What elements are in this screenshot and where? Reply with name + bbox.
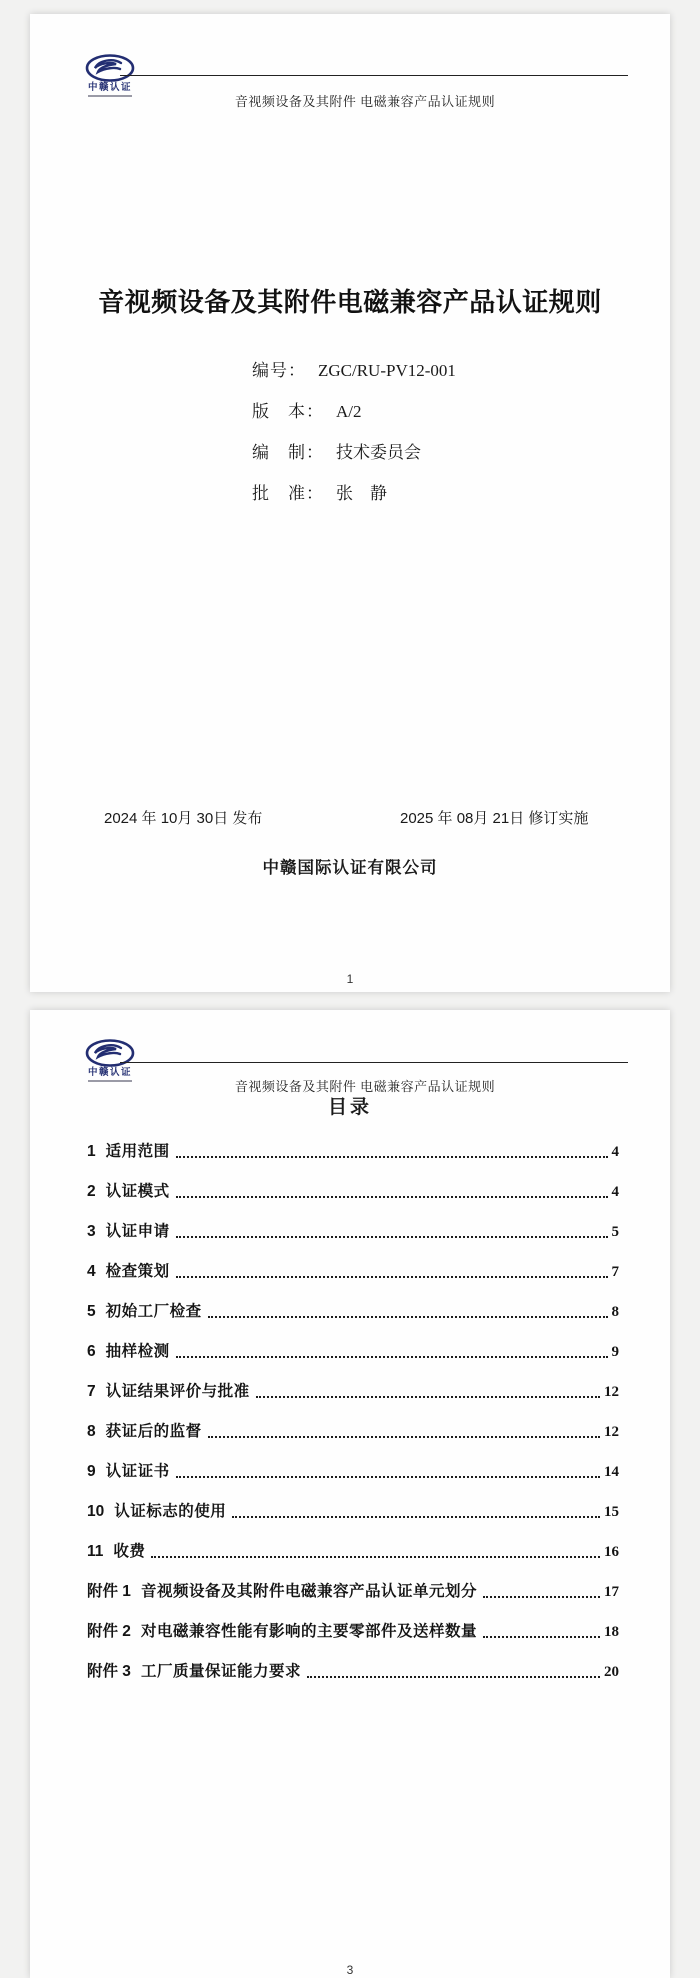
meta-value: A/2 [336, 402, 362, 421]
toc-entry [87, 1170, 619, 1210]
meta-label: 批 准： [252, 484, 324, 503]
toc-dot-leader [176, 1156, 608, 1158]
meta-row-version [252, 391, 456, 432]
meta-row-number [252, 350, 456, 391]
document-title: 音视频设备及其附件电磁兼容产品认证规则 [98, 287, 602, 317]
toc-entry-label: 适用范围 [105, 1143, 170, 1160]
meta-label: 编 制： [252, 443, 324, 462]
header-doc-title: 音视频设备及其附件 电磁兼容产品认证规则 [234, 1079, 496, 1094]
toc-entry-page: 17 [604, 1584, 619, 1600]
toc-entry-label: 初始工厂检查 [105, 1303, 202, 1320]
toc-dot-leader [307, 1676, 600, 1678]
toc-entry-label: 对电磁兼容性能有影响的主要零部件及送样数量 [140, 1623, 477, 1640]
header-rule [120, 75, 628, 76]
toc-entry-label: 认证证书 [105, 1463, 170, 1480]
toc-entry-label: 工厂质量保证能力要求 [140, 1663, 301, 1680]
publish-date: 2024 年 10月 30日 发布 [104, 810, 263, 827]
toc-entry-page: 4 [611, 1184, 619, 1200]
toc-dot-leader [151, 1556, 600, 1558]
toc-entry-number: 附件 3 [87, 1663, 131, 1680]
implement-date: 2025 年 08月 21日 修订实施 [400, 810, 589, 827]
toc-entry-page: 15 [604, 1504, 619, 1520]
toc-entry-page: 14 [604, 1464, 619, 1480]
logo-oval-icon [85, 54, 135, 82]
toc-entry-page: 16 [604, 1544, 619, 1560]
toc-entry-label: 检查策划 [105, 1263, 170, 1280]
toc-dot-leader [208, 1316, 608, 1318]
toc-entry [87, 1290, 619, 1330]
toc-entry-page: 4 [611, 1144, 619, 1160]
toc-dot-leader [483, 1636, 600, 1638]
page-number: 1 [346, 972, 354, 986]
logo-text: 中赣认证 [87, 1067, 132, 1078]
header-doc-title: 音视频设备及其附件 电磁兼容产品认证规则 [234, 94, 496, 109]
toc-entry-page: 12 [604, 1384, 619, 1400]
toc-entry-number: 8 [87, 1423, 96, 1440]
toc-entry [87, 1530, 619, 1570]
toc-entry-label: 认证模式 [105, 1183, 170, 1200]
toc-dot-leader [256, 1396, 600, 1398]
toc-entry [87, 1330, 619, 1370]
header-rule [120, 1062, 628, 1063]
toc-entry [87, 1130, 619, 1170]
toc-entry-number: 3 [87, 1223, 96, 1240]
page-number: 3 [346, 1963, 354, 1977]
company-name: 中赣国际认证有限公司 [262, 859, 438, 877]
toc-entry-number: 附件 1 [87, 1583, 131, 1600]
toc-dot-leader [176, 1196, 608, 1198]
meta-row-drafter [252, 432, 456, 473]
meta-label: 版 本： [252, 402, 324, 421]
meta-value: ZGC/RU-PV12-001 [318, 361, 456, 380]
toc-entry-number: 9 [87, 1463, 96, 1480]
toc-entry-page: 18 [604, 1624, 619, 1640]
toc-entry-page: 7 [611, 1264, 619, 1280]
toc-dot-leader [176, 1356, 608, 1358]
toc-entry [87, 1450, 619, 1490]
toc-entry-number: 1 [87, 1143, 96, 1160]
meta-value: 技术委员会 [336, 443, 421, 462]
toc-entry [87, 1570, 619, 1610]
toc-dot-leader [176, 1276, 608, 1278]
toc-entry-label: 认证申请 [105, 1223, 170, 1240]
toc-entry-page: 5 [611, 1224, 619, 1240]
toc-entry [87, 1490, 619, 1530]
toc-dot-leader [232, 1516, 600, 1518]
toc-entry [87, 1210, 619, 1250]
toc-entry [87, 1410, 619, 1450]
toc-dot-leader [483, 1596, 600, 1598]
toc-entry-page: 9 [611, 1344, 619, 1360]
toc-entry [87, 1250, 619, 1290]
toc-dot-leader [176, 1476, 600, 1478]
toc-dot-leader [176, 1236, 608, 1238]
toc-entry-number: 附件 2 [87, 1623, 131, 1640]
meta-row-approver [252, 473, 456, 514]
toc-page [30, 1010, 670, 1978]
toc-entry-number: 11 [87, 1543, 104, 1560]
date-line [30, 807, 670, 827]
toc-entry-label: 认证标志的使用 [114, 1503, 227, 1520]
toc-entry-number: 2 [87, 1183, 96, 1200]
toc-entry [87, 1370, 619, 1410]
cover-meta [252, 350, 456, 514]
logo-text: 中赣认证 [87, 82, 132, 93]
toc-entry-label: 认证结果评价与批准 [105, 1383, 250, 1400]
toc-entry [87, 1650, 619, 1690]
toc-list [87, 1130, 619, 1690]
toc-entry-label: 获证后的监督 [105, 1423, 202, 1440]
toc-entry [87, 1610, 619, 1650]
toc-title: 目录 [327, 1097, 372, 1118]
toc-entry-number: 5 [87, 1303, 96, 1320]
toc-entry-label: 抽样检测 [105, 1343, 170, 1360]
toc-dot-leader [208, 1436, 600, 1438]
toc-entry-label: 收费 [113, 1543, 146, 1560]
toc-entry-page: 8 [611, 1304, 619, 1320]
toc-entry-number: 6 [87, 1343, 96, 1360]
toc-entry-label: 音视频设备及其附件电磁兼容产品认证单元划分 [140, 1583, 477, 1600]
meta-label: 编号： [252, 361, 306, 380]
toc-entry-number: 10 [87, 1503, 105, 1520]
cover-page [30, 14, 670, 992]
toc-entry-page: 12 [604, 1424, 619, 1440]
meta-value: 张 静 [336, 484, 387, 503]
toc-entry-number: 4 [87, 1263, 96, 1280]
toc-entry-page: 20 [604, 1664, 619, 1680]
toc-entry-number: 7 [87, 1383, 96, 1400]
